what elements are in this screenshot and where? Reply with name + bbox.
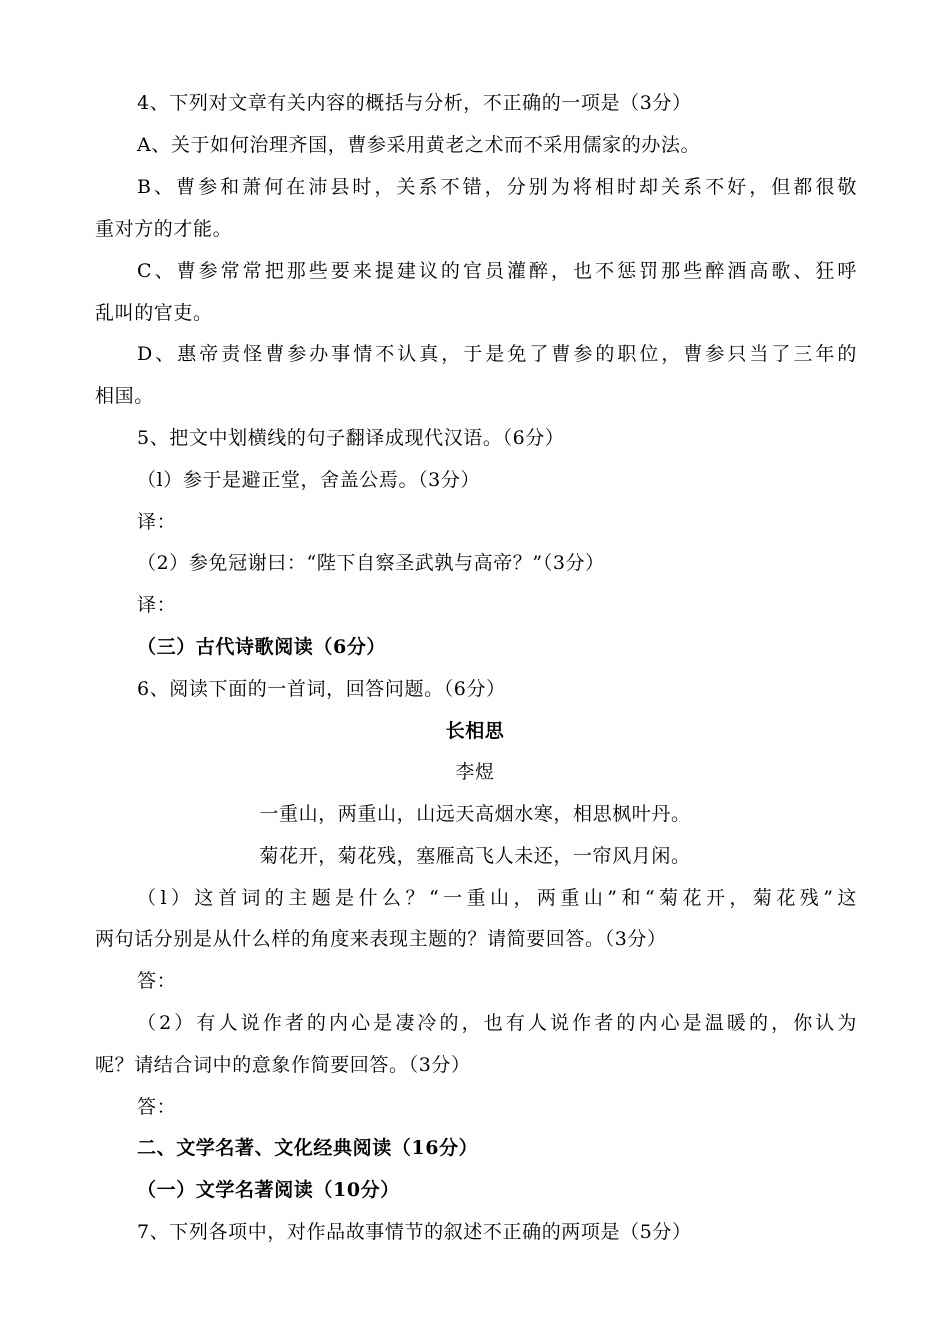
question-6-sub1-line1: （l）这首词的主题是什么？“一重山，两重山”和“菊花开，菊花残”这 <box>137 887 857 909</box>
question-4-stem: 4、下列对文章有关内容的概括与分析，不正确的一项是（3分） <box>137 92 692 114</box>
question-4-option-b-line2: 重对方的才能。 <box>95 218 233 240</box>
section-3-heading: （三）古代诗歌阅读（6分） <box>137 636 387 658</box>
poem-line-1: 一重山，两重山，山远天高烟水寒，相思枫叶丹。 <box>259 803 691 825</box>
part-2-sub-heading: （一）文学名著阅读（10分） <box>137 1179 400 1201</box>
question-6-sub1-line2: 两句话分别是从什么样的角度来表现主题的？请简要回答。（3分） <box>95 928 667 950</box>
question-6-answer-1-label: 答： <box>137 970 177 992</box>
question-5-sentence-1: （l）参于是避正堂，舍盖公焉。（3分） <box>137 469 481 491</box>
question-4-option-d-line1: D、惠帝责怪曹参办事情不认真，于是免了曹参的职位，曹参只当了三年的 <box>137 343 857 365</box>
question-7-stem: 7、下列各项中，对作品故事情节的叙述不正确的两项是（5分） <box>137 1221 692 1243</box>
question-5-answer-2-label: 译： <box>137 594 177 616</box>
question-4-option-d-line2: 相国。 <box>95 385 154 407</box>
question-5-sentence-2: （2）参免冠谢曰：“陛下自察圣武孰与高帝？”（3分） <box>137 552 605 574</box>
question-4-option-c-line1: C、曹参常常把那些要来提建议的官员灌醉，也不惩罚那些醉酒高歌、狂呼 <box>137 260 857 282</box>
question-4-option-a: A、关于如何治理齐国，曹参采用黄老之术而不采用儒家的办法。 <box>137 134 701 156</box>
poem-author: 李煜 <box>455 761 495 783</box>
question-4-option-c-line2: 乱叫的官吏。 <box>95 302 213 324</box>
question-4-option-b-line1: B、曹参和萧何在沛县时，关系不错，分别为将相时却关系不好，但都很敬 <box>137 176 857 198</box>
question-6-stem: 6、阅读下面的一首词，回答问题。（6分） <box>137 678 506 700</box>
question-5-stem: 5、把文中划横线的句子翻译成现代汉语。（6分） <box>137 427 565 449</box>
question-6-answer-2-label: 答： <box>137 1096 177 1118</box>
question-6-sub2-line2: 呢？请结合词中的意象作简要回答。（3分） <box>95 1054 471 1076</box>
question-5-answer-1-label: 译： <box>137 511 177 533</box>
poem-line-2: 菊花开，菊花残，塞雁高飞人未还，一帘风月闲。 <box>259 845 691 867</box>
question-6-sub2-line1: （2）有人说作者的内心是凄冷的，也有人说作者的内心是温暖的，你认为 <box>137 1012 857 1034</box>
poem-title: 长相思 <box>445 720 505 742</box>
part-2-heading: 二、文学名著、文化经典阅读（16分） <box>137 1137 479 1159</box>
